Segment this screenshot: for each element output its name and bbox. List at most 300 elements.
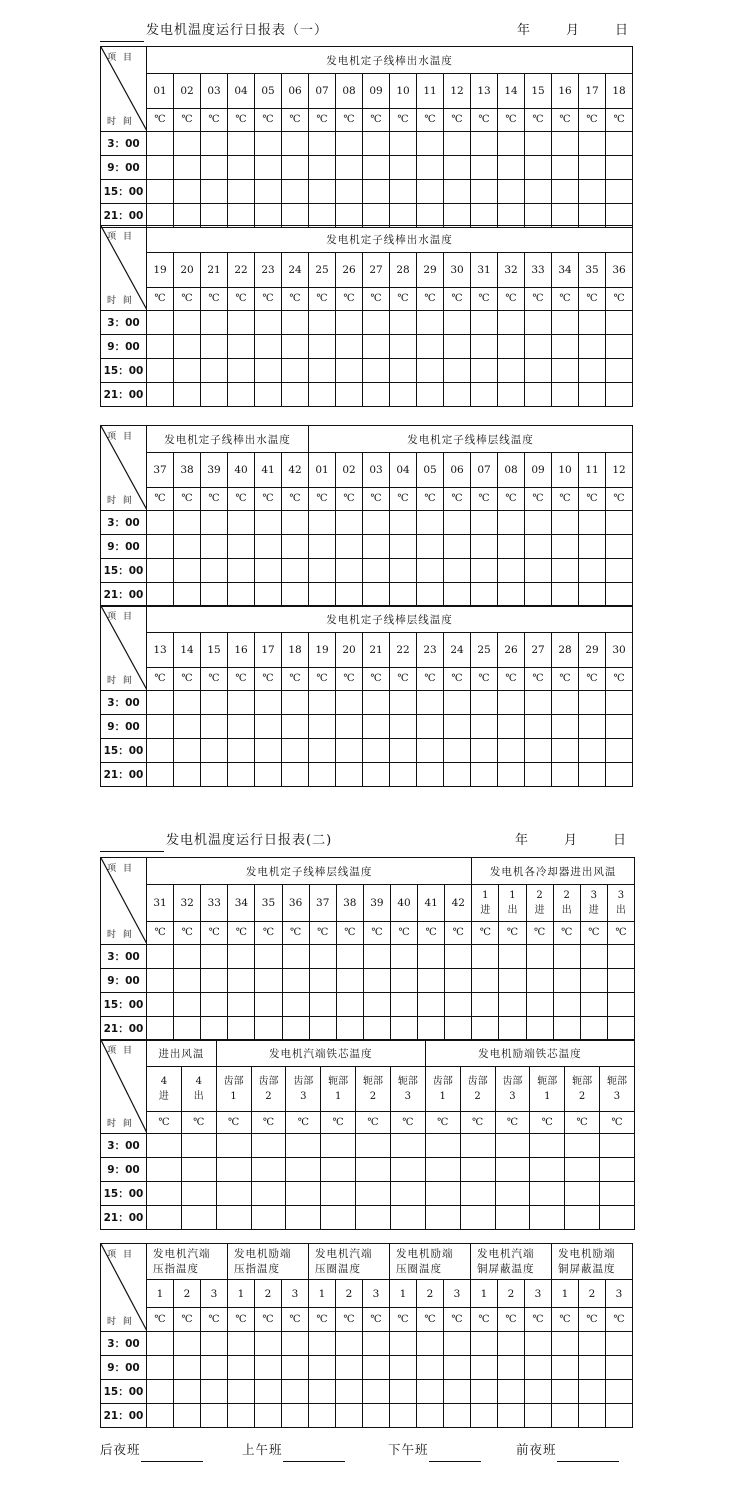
temperature-entry-cell[interactable] [228, 311, 255, 335]
temperature-entry-cell[interactable] [606, 715, 633, 739]
temperature-entry-cell[interactable] [606, 535, 633, 559]
temperature-entry-cell[interactable] [606, 691, 633, 715]
temperature-entry-cell[interactable] [201, 1404, 228, 1428]
temperature-entry-cell[interactable] [498, 763, 525, 787]
temperature-entry-cell[interactable] [201, 583, 228, 607]
temperature-entry-cell[interactable] [444, 1404, 471, 1428]
temperature-entry-cell[interactable] [579, 359, 606, 383]
temperature-entry-cell[interactable] [282, 335, 309, 359]
temperature-entry-cell[interactable] [579, 311, 606, 335]
temperature-entry-cell[interactable] [525, 583, 552, 607]
temperature-entry-cell[interactable] [336, 945, 363, 969]
temperature-entry-cell[interactable] [579, 156, 606, 180]
temperature-entry-cell[interactable] [201, 763, 228, 787]
temperature-entry-cell[interactable] [417, 559, 444, 583]
temperature-entry-cell[interactable] [356, 1134, 391, 1158]
temperature-entry-cell[interactable] [498, 691, 525, 715]
temperature-entry-cell[interactable] [471, 739, 498, 763]
temperature-entry-cell[interactable] [255, 1356, 282, 1380]
temperature-entry-cell[interactable] [600, 1134, 635, 1158]
temperature-entry-cell[interactable] [499, 945, 526, 969]
temperature-entry-cell[interactable] [309, 763, 336, 787]
temperature-entry-cell[interactable] [174, 1380, 201, 1404]
temperature-entry-cell[interactable] [471, 559, 498, 583]
temperature-entry-cell[interactable] [579, 511, 606, 535]
temperature-entry-cell[interactable] [147, 156, 174, 180]
temperature-entry-cell[interactable] [282, 1404, 309, 1428]
temperature-entry-cell[interactable] [228, 1356, 255, 1380]
temperature-entry-cell[interactable] [390, 969, 417, 993]
temperature-entry-cell[interactable] [390, 583, 417, 607]
temperature-entry-cell[interactable] [471, 156, 498, 180]
temperature-entry-cell[interactable] [174, 535, 201, 559]
temperature-entry-cell[interactable] [255, 180, 282, 204]
signature-line[interactable] [283, 1445, 345, 1462]
temperature-entry-cell[interactable] [530, 1134, 565, 1158]
temperature-entry-cell[interactable] [216, 1134, 251, 1158]
temperature-entry-cell[interactable] [309, 359, 336, 383]
temperature-entry-cell[interactable] [255, 583, 282, 607]
temperature-entry-cell[interactable] [201, 559, 228, 583]
temperature-entry-cell[interactable] [174, 311, 201, 335]
temperature-entry-cell[interactable] [363, 383, 390, 407]
temperature-entry-cell[interactable] [606, 739, 633, 763]
temperature-entry-cell[interactable] [526, 1017, 553, 1041]
temperature-entry-cell[interactable] [228, 969, 255, 993]
temperature-entry-cell[interactable] [336, 1332, 363, 1356]
temperature-entry-cell[interactable] [147, 691, 174, 715]
temperature-entry-cell[interactable] [495, 1206, 530, 1230]
temperature-entry-cell[interactable] [309, 132, 336, 156]
temperature-entry-cell[interactable] [525, 311, 552, 335]
temperature-entry-cell[interactable] [147, 969, 174, 993]
temperature-entry-cell[interactable] [228, 691, 255, 715]
temperature-entry-cell[interactable] [552, 583, 579, 607]
temperature-entry-cell[interactable] [471, 180, 498, 204]
temperature-entry-cell[interactable] [471, 383, 498, 407]
temperature-entry-cell[interactable] [418, 945, 445, 969]
signature-line[interactable] [141, 1445, 203, 1462]
temperature-entry-cell[interactable] [336, 763, 363, 787]
temperature-entry-cell[interactable] [553, 993, 580, 1017]
temperature-entry-cell[interactable] [321, 1158, 356, 1182]
temperature-entry-cell[interactable] [390, 180, 417, 204]
temperature-entry-cell[interactable] [147, 180, 174, 204]
temperature-entry-cell[interactable] [201, 1356, 228, 1380]
temperature-entry-cell[interactable] [525, 535, 552, 559]
temperature-entry-cell[interactable] [147, 132, 174, 156]
temperature-entry-cell[interactable] [418, 969, 445, 993]
temperature-entry-cell[interactable] [174, 559, 201, 583]
temperature-entry-cell[interactable] [228, 383, 255, 407]
temperature-entry-cell[interactable] [498, 156, 525, 180]
temperature-entry-cell[interactable] [418, 1017, 445, 1041]
temperature-entry-cell[interactable] [336, 511, 363, 535]
temperature-entry-cell[interactable] [417, 156, 444, 180]
temperature-entry-cell[interactable] [444, 559, 471, 583]
temperature-entry-cell[interactable] [495, 1134, 530, 1158]
temperature-entry-cell[interactable] [580, 945, 607, 969]
temperature-entry-cell[interactable] [460, 1158, 495, 1182]
temperature-entry-cell[interactable] [460, 1182, 495, 1206]
temperature-entry-cell[interactable] [579, 335, 606, 359]
temperature-entry-cell[interactable] [174, 1332, 201, 1356]
temperature-entry-cell[interactable] [174, 359, 201, 383]
temperature-entry-cell[interactable] [309, 969, 336, 993]
temperature-entry-cell[interactable] [255, 156, 282, 180]
temperature-entry-cell[interactable] [282, 583, 309, 607]
temperature-entry-cell[interactable] [607, 945, 634, 969]
temperature-entry-cell[interactable] [579, 132, 606, 156]
temperature-entry-cell[interactable] [201, 180, 228, 204]
temperature-entry-cell[interactable] [251, 1158, 286, 1182]
temperature-entry-cell[interactable] [174, 511, 201, 535]
temperature-entry-cell[interactable] [363, 715, 390, 739]
temperature-entry-cell[interactable] [552, 763, 579, 787]
temperature-entry-cell[interactable] [255, 383, 282, 407]
temperature-entry-cell[interactable] [255, 969, 282, 993]
temperature-entry-cell[interactable] [228, 359, 255, 383]
temperature-entry-cell[interactable] [579, 1404, 606, 1428]
temperature-entry-cell[interactable] [390, 1380, 417, 1404]
temperature-entry-cell[interactable] [444, 359, 471, 383]
temperature-entry-cell[interactable] [552, 311, 579, 335]
temperature-entry-cell[interactable] [390, 945, 417, 969]
temperature-entry-cell[interactable] [147, 1158, 182, 1182]
temperature-entry-cell[interactable] [471, 763, 498, 787]
temperature-entry-cell[interactable] [472, 1017, 499, 1041]
temperature-entry-cell[interactable] [309, 383, 336, 407]
temperature-entry-cell[interactable] [417, 359, 444, 383]
temperature-entry-cell[interactable] [579, 691, 606, 715]
temperature-entry-cell[interactable] [417, 583, 444, 607]
temperature-entry-cell[interactable] [201, 359, 228, 383]
temperature-entry-cell[interactable] [363, 1332, 390, 1356]
temperature-entry-cell[interactable] [282, 132, 309, 156]
temperature-entry-cell[interactable] [336, 739, 363, 763]
temperature-entry-cell[interactable] [552, 715, 579, 739]
temperature-entry-cell[interactable] [336, 715, 363, 739]
temperature-entry-cell[interactable] [498, 359, 525, 383]
temperature-entry-cell[interactable] [309, 1017, 336, 1041]
temperature-entry-cell[interactable] [336, 359, 363, 383]
temperature-entry-cell[interactable] [390, 311, 417, 335]
temperature-entry-cell[interactable] [147, 1182, 182, 1206]
temperature-entry-cell[interactable] [390, 1404, 417, 1428]
temperature-entry-cell[interactable] [417, 1356, 444, 1380]
temperature-entry-cell[interactable] [417, 1380, 444, 1404]
temperature-entry-cell[interactable] [606, 1356, 633, 1380]
temperature-entry-cell[interactable] [499, 969, 526, 993]
temperature-entry-cell[interactable] [444, 691, 471, 715]
temperature-entry-cell[interactable] [174, 691, 201, 715]
temperature-entry-cell[interactable] [390, 511, 417, 535]
temperature-entry-cell[interactable] [498, 511, 525, 535]
temperature-entry-cell[interactable] [390, 1356, 417, 1380]
temperature-entry-cell[interactable] [174, 763, 201, 787]
temperature-entry-cell[interactable] [147, 359, 174, 383]
temperature-entry-cell[interactable] [282, 1017, 309, 1041]
temperature-entry-cell[interactable] [309, 945, 336, 969]
temperature-entry-cell[interactable] [526, 945, 553, 969]
temperature-entry-cell[interactable] [181, 1158, 216, 1182]
temperature-entry-cell[interactable] [526, 993, 553, 1017]
temperature-entry-cell[interactable] [174, 715, 201, 739]
temperature-entry-cell[interactable] [228, 535, 255, 559]
temperature-entry-cell[interactable] [255, 511, 282, 535]
temperature-entry-cell[interactable] [444, 715, 471, 739]
temperature-entry-cell[interactable] [579, 739, 606, 763]
temperature-entry-cell[interactable] [390, 1182, 425, 1206]
temperature-entry-cell[interactable] [282, 993, 309, 1017]
temperature-entry-cell[interactable] [525, 691, 552, 715]
temperature-entry-cell[interactable] [425, 1158, 460, 1182]
temperature-entry-cell[interactable] [363, 180, 390, 204]
temperature-entry-cell[interactable] [255, 132, 282, 156]
temperature-entry-cell[interactable] [363, 204, 390, 228]
temperature-entry-cell[interactable] [181, 1134, 216, 1158]
temperature-entry-cell[interactable] [282, 1356, 309, 1380]
temperature-entry-cell[interactable] [471, 1356, 498, 1380]
temperature-entry-cell[interactable] [525, 1404, 552, 1428]
temperature-entry-cell[interactable] [498, 1332, 525, 1356]
temperature-entry-cell[interactable] [309, 1332, 336, 1356]
temperature-entry-cell[interactable] [390, 739, 417, 763]
temperature-entry-cell[interactable] [282, 511, 309, 535]
temperature-entry-cell[interactable] [255, 335, 282, 359]
temperature-entry-cell[interactable] [444, 535, 471, 559]
temperature-entry-cell[interactable] [472, 993, 499, 1017]
temperature-entry-cell[interactable] [147, 739, 174, 763]
temperature-entry-cell[interactable] [201, 969, 228, 993]
temperature-entry-cell[interactable] [606, 383, 633, 407]
temperature-entry-cell[interactable] [201, 1332, 228, 1356]
temperature-entry-cell[interactable] [363, 1380, 390, 1404]
temperature-entry-cell[interactable] [147, 335, 174, 359]
temperature-entry-cell[interactable] [565, 1182, 600, 1206]
temperature-entry-cell[interactable] [147, 559, 174, 583]
temperature-entry-cell[interactable] [525, 359, 552, 383]
temperature-entry-cell[interactable] [471, 511, 498, 535]
temperature-entry-cell[interactable] [174, 583, 201, 607]
temperature-entry-cell[interactable] [498, 739, 525, 763]
temperature-entry-cell[interactable] [525, 156, 552, 180]
temperature-entry-cell[interactable] [580, 969, 607, 993]
temperature-entry-cell[interactable] [363, 583, 390, 607]
temperature-entry-cell[interactable] [363, 335, 390, 359]
temperature-entry-cell[interactable] [363, 1017, 390, 1041]
temperature-entry-cell[interactable] [417, 180, 444, 204]
temperature-entry-cell[interactable] [309, 204, 336, 228]
temperature-entry-cell[interactable] [471, 204, 498, 228]
temperature-entry-cell[interactable] [444, 311, 471, 335]
temperature-entry-cell[interactable] [530, 1182, 565, 1206]
temperature-entry-cell[interactable] [228, 511, 255, 535]
temperature-entry-cell[interactable] [606, 132, 633, 156]
temperature-entry-cell[interactable] [228, 763, 255, 787]
temperature-entry-cell[interactable] [201, 715, 228, 739]
temperature-entry-cell[interactable] [201, 535, 228, 559]
temperature-entry-cell[interactable] [309, 180, 336, 204]
temperature-entry-cell[interactable] [471, 1404, 498, 1428]
temperature-entry-cell[interactable] [282, 156, 309, 180]
temperature-entry-cell[interactable] [363, 511, 390, 535]
temperature-entry-cell[interactable] [552, 1332, 579, 1356]
temperature-entry-cell[interactable] [552, 691, 579, 715]
temperature-entry-cell[interactable] [390, 691, 417, 715]
temperature-entry-cell[interactable] [228, 1404, 255, 1428]
temperature-entry-cell[interactable] [606, 359, 633, 383]
temperature-entry-cell[interactable] [336, 1404, 363, 1428]
temperature-entry-cell[interactable] [216, 1182, 251, 1206]
temperature-entry-cell[interactable] [552, 1356, 579, 1380]
temperature-entry-cell[interactable] [228, 945, 255, 969]
temperature-entry-cell[interactable] [201, 739, 228, 763]
temperature-entry-cell[interactable] [336, 383, 363, 407]
temperature-entry-cell[interactable] [201, 1017, 228, 1041]
temperature-entry-cell[interactable] [580, 1017, 607, 1041]
temperature-entry-cell[interactable] [390, 1158, 425, 1182]
temperature-entry-cell[interactable] [147, 715, 174, 739]
temperature-entry-cell[interactable] [552, 180, 579, 204]
unit-name-blank[interactable] [100, 25, 144, 42]
temperature-entry-cell[interactable] [282, 180, 309, 204]
temperature-entry-cell[interactable] [460, 1206, 495, 1230]
temperature-entry-cell[interactable] [444, 335, 471, 359]
temperature-entry-cell[interactable] [417, 535, 444, 559]
temperature-entry-cell[interactable] [525, 204, 552, 228]
temperature-entry-cell[interactable] [228, 204, 255, 228]
temperature-entry-cell[interactable] [336, 180, 363, 204]
temperature-entry-cell[interactable] [495, 1182, 530, 1206]
temperature-entry-cell[interactable] [174, 204, 201, 228]
temperature-entry-cell[interactable] [525, 715, 552, 739]
temperature-entry-cell[interactable] [255, 311, 282, 335]
temperature-entry-cell[interactable] [201, 993, 228, 1017]
temperature-entry-cell[interactable] [471, 335, 498, 359]
temperature-entry-cell[interactable] [363, 1404, 390, 1428]
temperature-entry-cell[interactable] [282, 715, 309, 739]
temperature-entry-cell[interactable] [255, 739, 282, 763]
temperature-entry-cell[interactable] [498, 1404, 525, 1428]
temperature-entry-cell[interactable] [606, 583, 633, 607]
temperature-entry-cell[interactable] [498, 1380, 525, 1404]
temperature-entry-cell[interactable] [445, 993, 472, 1017]
temperature-entry-cell[interactable] [201, 311, 228, 335]
temperature-entry-cell[interactable] [606, 335, 633, 359]
temperature-entry-cell[interactable] [201, 691, 228, 715]
temperature-entry-cell[interactable] [255, 993, 282, 1017]
temperature-entry-cell[interactable] [526, 969, 553, 993]
temperature-entry-cell[interactable] [201, 132, 228, 156]
temperature-entry-cell[interactable] [417, 1404, 444, 1428]
temperature-entry-cell[interactable] [417, 715, 444, 739]
temperature-entry-cell[interactable] [525, 1356, 552, 1380]
temperature-entry-cell[interactable] [336, 156, 363, 180]
temperature-entry-cell[interactable] [181, 1206, 216, 1230]
temperature-entry-cell[interactable] [390, 335, 417, 359]
temperature-entry-cell[interactable] [471, 311, 498, 335]
temperature-entry-cell[interactable] [147, 383, 174, 407]
temperature-entry-cell[interactable] [174, 739, 201, 763]
temperature-entry-cell[interactable] [174, 180, 201, 204]
temperature-entry-cell[interactable] [565, 1158, 600, 1182]
temperature-entry-cell[interactable] [471, 1332, 498, 1356]
temperature-entry-cell[interactable] [255, 1017, 282, 1041]
temperature-entry-cell[interactable] [363, 993, 390, 1017]
temperature-entry-cell[interactable] [174, 1356, 201, 1380]
temperature-entry-cell[interactable] [255, 691, 282, 715]
temperature-entry-cell[interactable] [472, 969, 499, 993]
unit-name-blank[interactable] [100, 835, 164, 852]
temperature-entry-cell[interactable] [363, 739, 390, 763]
temperature-entry-cell[interactable] [282, 1380, 309, 1404]
temperature-entry-cell[interactable] [390, 763, 417, 787]
temperature-entry-cell[interactable] [460, 1134, 495, 1158]
temperature-entry-cell[interactable] [228, 715, 255, 739]
temperature-entry-cell[interactable] [282, 559, 309, 583]
temperature-entry-cell[interactable] [444, 511, 471, 535]
temperature-entry-cell[interactable] [174, 383, 201, 407]
temperature-entry-cell[interactable] [606, 156, 633, 180]
temperature-entry-cell[interactable] [606, 311, 633, 335]
temperature-entry-cell[interactable] [309, 1356, 336, 1380]
temperature-entry-cell[interactable] [390, 359, 417, 383]
temperature-entry-cell[interactable] [606, 1404, 633, 1428]
temperature-entry-cell[interactable] [228, 739, 255, 763]
temperature-entry-cell[interactable] [282, 763, 309, 787]
temperature-entry-cell[interactable] [390, 1134, 425, 1158]
temperature-entry-cell[interactable] [286, 1206, 321, 1230]
temperature-entry-cell[interactable] [607, 1017, 634, 1041]
temperature-entry-cell[interactable] [418, 993, 445, 1017]
temperature-entry-cell[interactable] [525, 1332, 552, 1356]
temperature-entry-cell[interactable] [417, 335, 444, 359]
temperature-entry-cell[interactable] [417, 204, 444, 228]
temperature-entry-cell[interactable] [147, 511, 174, 535]
temperature-entry-cell[interactable] [309, 1404, 336, 1428]
temperature-entry-cell[interactable] [336, 583, 363, 607]
temperature-entry-cell[interactable] [336, 969, 363, 993]
temperature-entry-cell[interactable] [309, 715, 336, 739]
temperature-entry-cell[interactable] [552, 511, 579, 535]
temperature-entry-cell[interactable] [498, 132, 525, 156]
temperature-entry-cell[interactable] [147, 1404, 174, 1428]
temperature-entry-cell[interactable] [498, 583, 525, 607]
temperature-entry-cell[interactable] [282, 535, 309, 559]
temperature-entry-cell[interactable] [579, 204, 606, 228]
temperature-entry-cell[interactable] [552, 132, 579, 156]
temperature-entry-cell[interactable] [390, 1017, 417, 1041]
temperature-entry-cell[interactable] [552, 1380, 579, 1404]
temperature-entry-cell[interactable] [445, 945, 472, 969]
temperature-entry-cell[interactable] [228, 132, 255, 156]
temperature-entry-cell[interactable] [336, 335, 363, 359]
temperature-entry-cell[interactable] [147, 311, 174, 335]
temperature-entry-cell[interactable] [201, 335, 228, 359]
temperature-entry-cell[interactable] [498, 383, 525, 407]
temperature-entry-cell[interactable] [553, 969, 580, 993]
temperature-entry-cell[interactable] [309, 535, 336, 559]
temperature-entry-cell[interactable] [282, 945, 309, 969]
temperature-entry-cell[interactable] [363, 969, 390, 993]
temperature-entry-cell[interactable] [147, 1380, 174, 1404]
temperature-entry-cell[interactable] [336, 1017, 363, 1041]
temperature-entry-cell[interactable] [174, 1404, 201, 1428]
temperature-entry-cell[interactable] [579, 1356, 606, 1380]
temperature-entry-cell[interactable] [174, 969, 201, 993]
temperature-entry-cell[interactable] [579, 583, 606, 607]
